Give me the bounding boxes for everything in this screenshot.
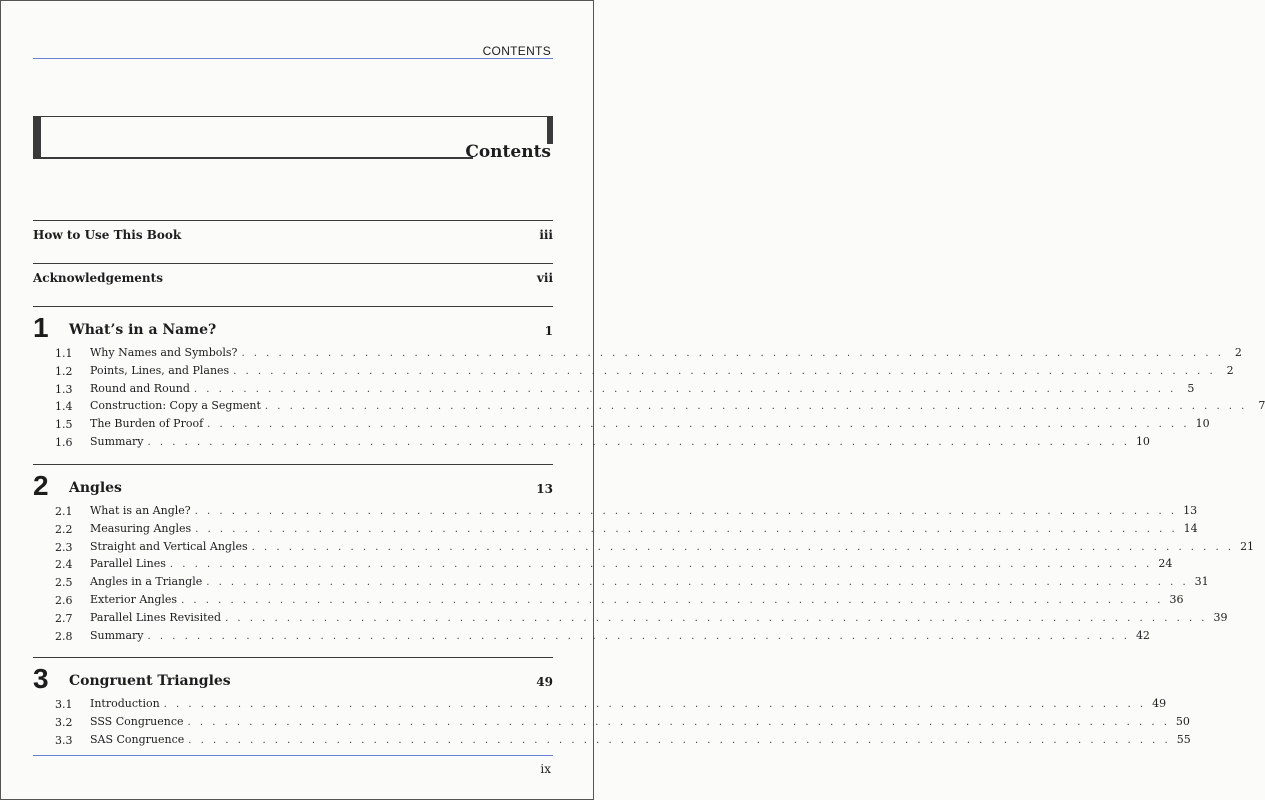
section-page: 36	[1169, 592, 1184, 606]
front-matter-title: How to Use This Book	[33, 228, 182, 242]
toc-entry[interactable]	[33, 539, 1255, 558]
rule-before-front-2	[33, 263, 553, 264]
toc-entry[interactable]	[33, 521, 1198, 540]
section-title: Straight and Vertical Angles	[90, 539, 248, 553]
section-title: Angles in a Triangle	[90, 575, 203, 589]
section-page: 2	[1226, 363, 1234, 377]
section-title: Summary	[90, 628, 144, 642]
section-page: 13	[1183, 504, 1198, 517]
section-title: Round and Round	[90, 381, 190, 395]
section-row	[90, 732, 1191, 746]
section-row	[90, 521, 1198, 535]
chapter-block	[33, 312, 1265, 453]
toc-entry[interactable]	[33, 346, 1242, 364]
section-row	[90, 399, 1265, 413]
dot-leader: . . . . . . . . . . . . . . . . . . . . . . . . . . . . . . . . . . . . . . . . . . . . . . . . . . . . . . . . . . . . . . . . . . . . . . . . . . . . . . . .	[187, 716, 1170, 728]
chapter-title: What’s in a Name?	[69, 322, 217, 338]
toc-entry[interactable]	[33, 363, 1234, 382]
toc-entry[interactable]	[33, 628, 1150, 647]
dot-leader: . . . . . . . . . . . . . . . . . . . . . . . . . . . . . . . . . . . . . . . . . . . . . . . . . . . . . . . . . . . . . . . . . . . . . . . . . . . . . . . .	[194, 506, 1178, 517]
section-title: What is an Angle?	[90, 504, 191, 517]
section-row	[90, 381, 1195, 395]
rule-before-chapter-2	[33, 464, 553, 465]
toc-entry[interactable]	[33, 732, 1191, 751]
section-row	[90, 575, 1209, 589]
section-title: SSS Congruence	[90, 714, 184, 728]
title-frame-bottom-line	[33, 157, 473, 159]
chapter-number: 1	[33, 312, 49, 343]
section-list	[33, 504, 1255, 646]
section-row	[90, 417, 1210, 431]
section-number: 1.3	[55, 382, 73, 396]
section-title: Introduction	[90, 697, 160, 710]
rule-before-chapter-3	[33, 657, 553, 658]
chapter-title: Congruent Triangles	[69, 673, 231, 689]
section-number: 2.5	[55, 576, 73, 590]
rule-before-front-1	[33, 220, 553, 221]
section-number: 1.5	[55, 418, 73, 432]
section-page: 21	[1240, 539, 1255, 553]
section-title: The Burden of Proof	[90, 417, 204, 431]
top-rule	[33, 58, 553, 59]
toc-entry[interactable]	[33, 399, 1265, 417]
dot-leader: . . . . . . . . . . . . . . . . . . . . . . . . . . . . . . . . . . . . . . . . . . . . . . . . . . . . . . . . . . . . . . . . . . . . . . . . . . . . . . . .	[241, 348, 1224, 359]
section-page: 7	[1258, 399, 1265, 413]
chapter-page: 1	[544, 324, 553, 338]
section-number: 2.2	[55, 522, 73, 536]
section-row	[90, 363, 1234, 377]
section-title: Exterior Angles	[90, 592, 178, 606]
section-list	[33, 346, 1265, 453]
section-page: 31	[1194, 575, 1209, 589]
section-number: 2.6	[55, 593, 73, 607]
chapter-number: 2	[33, 470, 49, 501]
section-row	[90, 697, 1167, 710]
page-title: Contents	[465, 142, 551, 162]
section-page: 10	[1135, 434, 1150, 448]
chapter-heading[interactable]	[33, 663, 553, 697]
dot-leader: . . . . . . . . . . . . . . . . . . . . . . . . . . . . . . . . . . . . . . . . . . . . . . . . . . . . . . . . . . . . . . . . . . . . . . . . . . . . . . . .	[193, 383, 1177, 395]
front-matter-title: Acknowledgements	[33, 271, 163, 285]
section-number: 1.2	[55, 364, 73, 378]
toc-entry[interactable]	[33, 504, 1198, 522]
chapter-heading[interactable]	[33, 312, 553, 346]
chapter-number: 3	[33, 663, 49, 694]
section-page: 55	[1176, 732, 1191, 746]
dot-leader: . . . . . . . . . . . . . . . . . . . . . . . . . . . . . . . . . . . . . . . . . . . . . . . . . . . . . . . . . . . . . . . . . . . . . . . . . . . . . . . .	[225, 612, 1208, 624]
section-row	[90, 346, 1242, 359]
section-page: 39	[1213, 610, 1228, 624]
section-number: 2.8	[55, 629, 73, 643]
section-page: 50	[1175, 714, 1190, 728]
title-frame-left-bar	[33, 116, 41, 159]
toc-entry[interactable]	[33, 381, 1195, 400]
section-number: 3.1	[55, 698, 73, 711]
dot-leader: . . . . . . . . . . . . . . . . . . . . . . . . . . . . . . . . . . . . . . . . . . . . . . . . . . . . . . . . . . . . . . . . . . . . . . . . . . . . . . . .	[251, 541, 1235, 553]
section-title: Construction: Copy a Segment	[90, 399, 261, 413]
dot-leader: . . . . . . . . . . . . . . . . . . . . . . . . . . . . . . . . . . . . . . . . . . . . . . . . . . . . . . . . . . . . . . . . . . . . . . . . . . . . . . . .	[207, 419, 1190, 431]
toc-entry[interactable]	[33, 434, 1150, 453]
section-page: 10	[1195, 417, 1210, 431]
folio: ix	[540, 762, 551, 776]
section-page: 42	[1135, 628, 1150, 642]
section-number: 2.4	[55, 558, 73, 572]
toc-entry[interactable]	[33, 610, 1228, 629]
section-title: Parallel Lines Revisited	[90, 610, 222, 624]
section-row	[90, 610, 1228, 624]
chapter-page: 13	[536, 482, 553, 496]
section-number: 2.3	[55, 540, 73, 554]
toc-entry[interactable]	[33, 417, 1210, 435]
section-page: 49	[1152, 697, 1167, 710]
chapter-block	[33, 663, 1191, 750]
front-matter-item[interactable]	[33, 228, 553, 242]
section-row	[90, 714, 1190, 728]
dot-leader: . . . . . . . . . . . . . . . . . . . . . . . . . . . . . . . . . . . . . . . . . . . . . . . . . . . . . . . . . . . . . . . . . . . . . . . . . . . . . . . .	[147, 436, 1130, 448]
section-title: Why Names and Symbols?	[90, 346, 238, 359]
running-head: CONTENTS	[482, 44, 551, 58]
toc-entry[interactable]	[33, 714, 1190, 733]
dot-leader: . . . . . . . . . . . . . . . . . . . . . . . . . . . . . . . . . . . . . . . . . . . . . . . . . . . . . . . . . . . . . . . . . . . . . . . . . . . . . . . .	[147, 630, 1130, 642]
dot-leader: . . . . . . . . . . . . . . . . . . . . . . . . . . . . . . . . . . . . . . . . . . . . . . . . . . . . . . . . . . . . . . . . . . . . . . . . . . . . . . . .	[181, 594, 1164, 606]
section-row	[90, 628, 1150, 642]
section-number: 3.3	[55, 733, 73, 747]
section-page: 5	[1187, 381, 1195, 395]
title-frame-top-line	[33, 116, 553, 117]
toc-entry[interactable]	[33, 697, 1167, 715]
dot-leader: . . . . . . . . . . . . . . . . . . . . . . . . . . . . . . . . . . . . . . . . . . . . . . . . . . . . . . . . . . . . . . . . . . . . . . . . . . . . . . . .	[169, 559, 1153, 571]
section-page: 14	[1183, 521, 1198, 535]
section-title: Summary	[90, 434, 144, 448]
section-number: 1.4	[55, 400, 73, 414]
front-matter-item[interactable]	[33, 271, 553, 285]
section-number: 2.7	[55, 611, 73, 625]
bottom-rule	[33, 755, 553, 756]
section-number: 2.1	[55, 505, 73, 518]
chapter-title: Angles	[69, 480, 122, 496]
toc-entry[interactable]	[33, 557, 1173, 575]
dot-leader: . . . . . . . . . . . . . . . . . . . . . . . . . . . . . . . . . . . . . . . . . . . . . . . . . . . . . . . . . . . . . . . . . . . . . . . . . . . . . . . .	[195, 523, 1178, 535]
chapter-heading[interactable]	[33, 470, 553, 504]
section-number: 1.6	[55, 435, 73, 449]
toc-entry[interactable]	[33, 592, 1184, 611]
dot-leader: . . . . . . . . . . . . . . . . . . . . . . . . . . . . . . . . . . . . . . . . . . . . . . . . . . . . . . . . . . . . . . . . . . . . . . . . . . . . . . . .	[233, 365, 1216, 377]
section-row	[90, 539, 1255, 553]
dot-leader: . . . . . . . . . . . . . . . . . . . . . . . . . . . . . . . . . . . . . . . . . . . . . . . . . . . . . . . . . . . . . . . . . . . . . . . . . . . . . . . .	[206, 577, 1189, 589]
section-page: 2	[1234, 346, 1242, 359]
section-title: Measuring Angles	[90, 521, 192, 535]
section-page: 24	[1158, 557, 1173, 571]
section-title: Points, Lines, and Planes	[90, 363, 230, 377]
section-number: 1.1	[55, 347, 73, 360]
front-matter-page: vii	[536, 271, 553, 285]
front-matter-page: iii	[539, 228, 553, 242]
section-title: SAS Congruence	[90, 732, 185, 746]
toc-entry[interactable]	[33, 575, 1209, 593]
chapter-page: 49	[536, 675, 553, 689]
section-list	[33, 697, 1191, 750]
chapter-block	[33, 470, 1255, 646]
section-row	[90, 592, 1184, 606]
section-row	[90, 434, 1150, 448]
dot-leader: . . . . . . . . . . . . . . . . . . . . . . . . . . . . . . . . . . . . . . . . . . . . . . . . . . . . . . . . . . . . . . . . . . . . . . . . . . . . . . . .	[163, 699, 1147, 710]
dot-leader: . . . . . . . . . . . . . . . . . . . . . . . . . . . . . . . . . . . . . . . . . . . . . . . . . . . . . . . . . . . . . . . . . . . . . . . . . . . . . . . .	[264, 401, 1248, 413]
section-row	[90, 504, 1198, 517]
title-frame-right-bar	[547, 116, 553, 144]
rule-before-chapter-1	[33, 306, 553, 307]
dot-leader: . . . . . . . . . . . . . . . . . . . . . . . . . . . . . . . . . . . . . . . . . . . . . . . . . . . . . . . . . . . . . . . . . . . . . . . . . . . . . . . .	[188, 734, 1171, 746]
section-title: Parallel Lines	[90, 557, 166, 571]
section-number: 3.2	[55, 715, 73, 729]
section-row	[90, 557, 1173, 571]
